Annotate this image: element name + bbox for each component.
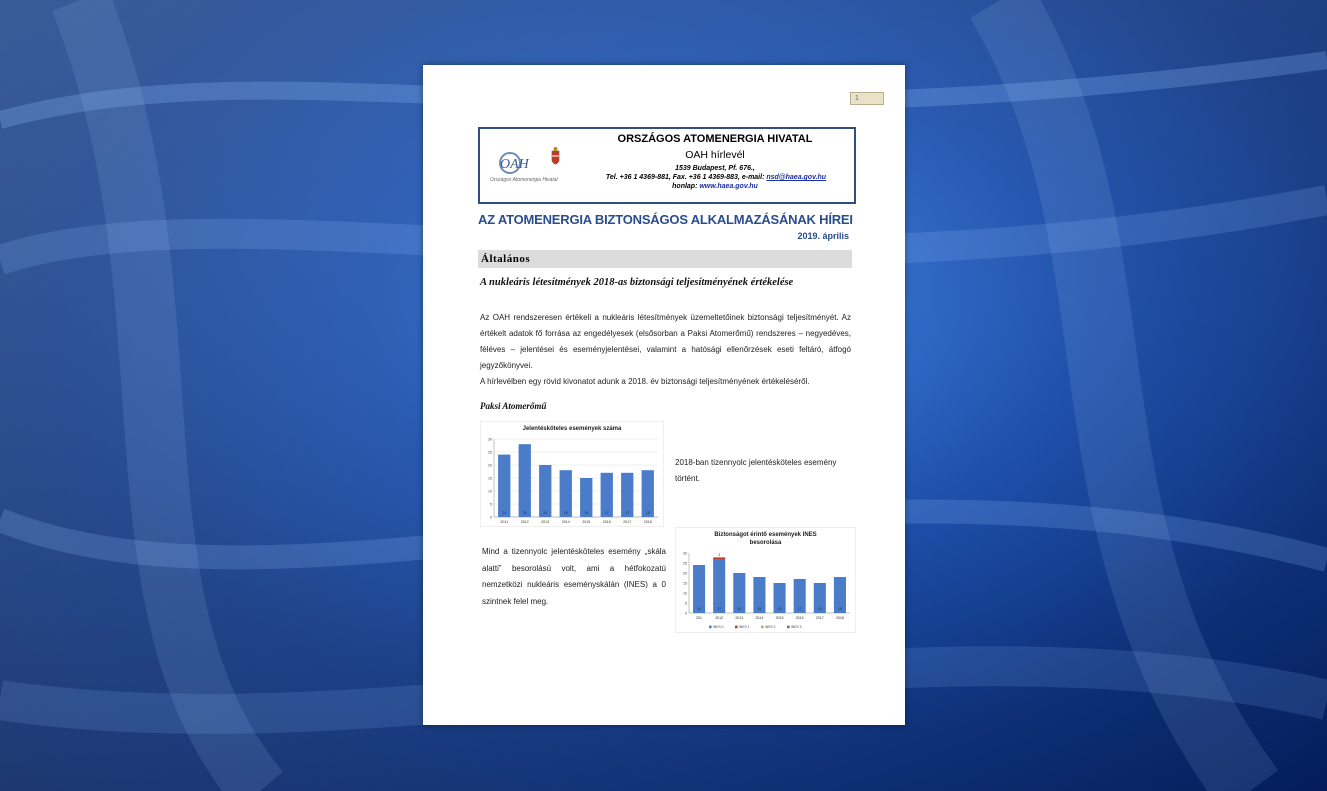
bar-data-label: 15 xyxy=(817,607,822,611)
y-tick-label: 15 xyxy=(683,581,687,586)
bar-data-label: 24 xyxy=(502,511,507,515)
x-tick-label: 2015 xyxy=(582,520,591,524)
bar xyxy=(713,559,725,613)
bar-data-label: 15 xyxy=(584,511,589,515)
bar-data-label: 17 xyxy=(625,511,630,515)
paragraph-intro: Az OAH rendszeresen értékeli a nukleáris létesítmények üzemeltetőinek biztonsági teljesítményét. Az értékelt adatok fő forrása az engedélyesek (elsősorban a Paksi Atomerőmű) rendszeres – negyedéves, féléves – jelentései és eseményjelentései, valamint a hatósági ellenőrzések eseti feltáró, átfogó jegyzőkönyvei. xyxy=(480,313,851,370)
header-web-label: honlap: xyxy=(672,183,700,190)
newsletter-header xyxy=(478,127,856,204)
bar-data-label: 20 xyxy=(543,511,548,515)
header-web xyxy=(590,183,840,190)
document-page xyxy=(423,65,905,725)
logo-caption: Országos Atomenergia Hivatal xyxy=(490,177,558,183)
bar-data-label: 17 xyxy=(604,511,609,515)
issue-date: 2019. április xyxy=(797,231,849,241)
text-event-count: 2018-ban tizennyolc jelentésköteles esemény történt. xyxy=(675,458,837,483)
bar-data-label: 20 xyxy=(737,607,742,611)
x-tick-label: 2013 xyxy=(735,616,744,620)
bar xyxy=(539,465,551,517)
bar-data-label: 28 xyxy=(522,511,527,515)
x-tick-label: 2016 xyxy=(795,616,804,620)
chart-title: Jelentésköteles események száma xyxy=(522,426,622,432)
svg-text:OAH: OAH xyxy=(500,157,529,172)
x-tick-label: 201 xyxy=(696,616,703,620)
x-tick-label: 2012 xyxy=(520,520,529,524)
y-tick-label: 10 xyxy=(488,489,492,494)
header-contact xyxy=(576,174,856,181)
header-web-link[interactable]: www.haea.gov.hu xyxy=(699,183,758,190)
section-heading: Általános xyxy=(478,250,852,268)
legend-swatch xyxy=(735,626,738,629)
bar-data-label: 17 xyxy=(797,607,802,611)
x-tick-label: 2016 xyxy=(602,520,611,524)
bar-data-label: 24 xyxy=(697,607,701,611)
chart-reportable-events xyxy=(480,421,664,527)
text-ines-rating: Mind a tizennyolc jelentésköteles esemény „skála alatti” besorolású volt, ami a hétfokozatú nemzetközi nukleáris eseményskálán (INES) a 0 szintnek felel meg. xyxy=(482,547,666,606)
legend-swatch xyxy=(787,626,790,629)
x-tick-label: 2017 xyxy=(623,520,632,524)
paragraph-summary: A hírlevélben egy rövid kivonatot adunk a 2018. év biztonsági teljesítményének értékeléséről. xyxy=(480,377,810,386)
x-tick-label: 2011 xyxy=(500,520,509,524)
header-title: ORSZÁGOS ATOMENERGIA HIVATAL xyxy=(617,133,813,145)
bar xyxy=(498,455,510,517)
bar-data-label: 15 xyxy=(777,607,782,611)
x-tick-label: 2013 xyxy=(541,520,550,524)
bar-data-label: 27 xyxy=(717,607,722,611)
oah-logo-icon xyxy=(488,145,570,197)
x-tick-label: 2012 xyxy=(715,616,724,620)
x-tick-label: 2018 xyxy=(835,616,844,620)
chart-title: besorolása xyxy=(749,540,782,546)
y-tick-label: 20 xyxy=(488,463,492,468)
bar xyxy=(693,565,705,613)
bar-data-label: 18 xyxy=(645,511,650,515)
y-tick-label: 15 xyxy=(488,476,492,481)
y-tick-label: 30 xyxy=(488,437,492,442)
y-tick-label: 0 xyxy=(685,611,687,616)
bar-data-label: 18 xyxy=(838,607,842,611)
x-tick-label: 2014 xyxy=(755,616,764,620)
y-tick-label: 30 xyxy=(683,551,687,556)
header-subtitle: OAH hírlevél xyxy=(685,149,745,161)
bar-data-label: 18 xyxy=(757,607,762,611)
bar-data-label: 18 xyxy=(563,511,568,515)
y-tick-label: 5 xyxy=(685,601,687,606)
article-title: A nukleáris létesítmények 2018-as biztonsági teljesítményének értékelése xyxy=(480,277,794,288)
header-email-link[interactable]: nsd@haea.gov.hu xyxy=(766,174,827,181)
bar xyxy=(560,470,572,517)
y-tick-label: 5 xyxy=(490,502,492,507)
chart-ines-classification xyxy=(675,527,856,633)
bar xyxy=(519,444,531,517)
x-tick-label: 2015 xyxy=(775,616,784,620)
y-tick-label: 20 xyxy=(683,571,687,576)
legend-label: INES 3 xyxy=(791,625,802,629)
legend-swatch xyxy=(761,626,764,629)
y-tick-label: 25 xyxy=(683,561,687,566)
bar xyxy=(642,470,654,517)
page-number: 1 xyxy=(850,92,884,105)
main-title: AZ ATOMENERGIA BIZTONSÁGOS ALKALMAZÁSÁNAK HÍREI xyxy=(478,212,853,227)
bar-ines1 xyxy=(713,557,725,559)
y-tick-label: 0 xyxy=(490,515,492,520)
legend-label: INES 2 xyxy=(765,625,776,629)
x-tick-label: 2014 xyxy=(561,520,570,524)
y-tick-label: 10 xyxy=(683,591,687,596)
x-tick-label: 2018 xyxy=(643,520,652,524)
annotation-label: 1 xyxy=(717,552,721,557)
header-address: 1539 Budapest, Pf. 676., xyxy=(675,165,755,172)
subheading-paks: Paksi Atomerőmű xyxy=(480,401,547,411)
chart-title: Biztonságot érintő események INES xyxy=(714,532,817,538)
legend-label: INES 1 xyxy=(739,625,750,629)
legend-label: INES 0 xyxy=(713,625,724,629)
y-tick-label: 25 xyxy=(488,450,492,455)
legend-swatch xyxy=(709,626,712,629)
x-tick-label: 2017 xyxy=(815,616,824,620)
header-tel: Tel. +36 1 4369-881, Fax. +36 1 4369-883, e-mail: xyxy=(605,174,767,181)
